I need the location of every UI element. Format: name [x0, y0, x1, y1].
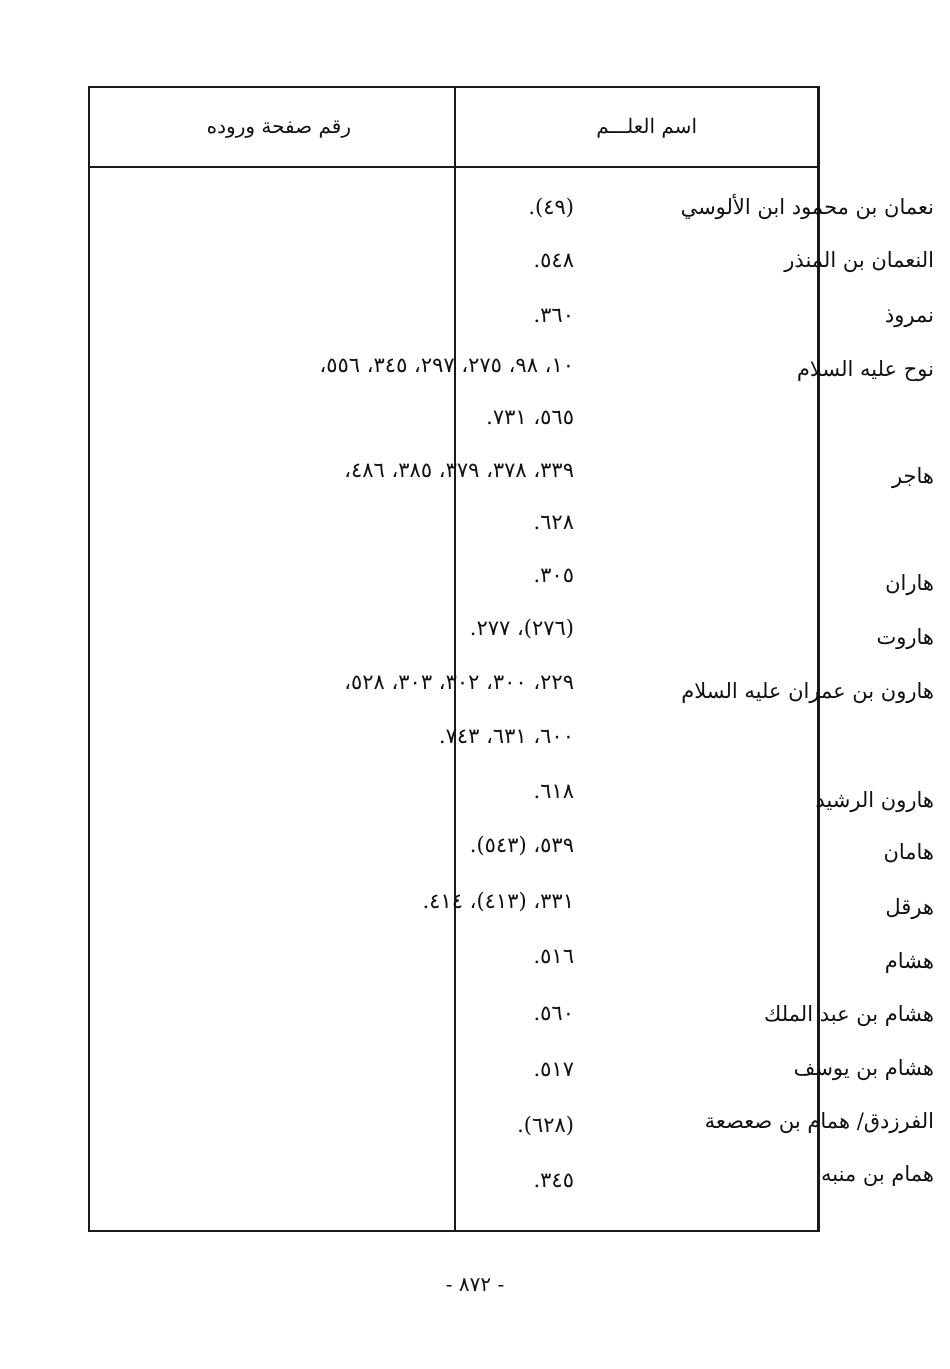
page-refs: ٣٣١، (٤١٣)، ٤١٤. [422, 889, 574, 913]
page-refs: ٣٣٩، ٣٧٨، ٣٧٩، ٣٨٥، ٤٨٦، [344, 458, 574, 482]
page-refs: (٦٢٨). [517, 1113, 574, 1137]
name-entry: هاروت [876, 625, 934, 649]
header-divider [90, 166, 817, 168]
name-entry: همام بن منبه [821, 1162, 934, 1186]
page-refs: ٣٤٥. [533, 1168, 574, 1192]
name-entry: هارون الرشيد [815, 788, 934, 812]
name-entry: النعمان بن المنذر [784, 248, 934, 272]
header-pages-column: رقم صفحة وروده [206, 114, 351, 138]
page-refs: ٥٣٩، (٥٤٣). [469, 833, 574, 857]
page-refs: ٦١٨. [533, 779, 574, 803]
name-entry: هاجر [891, 464, 934, 488]
name-entry: هشام بن يوسف [793, 1056, 934, 1080]
name-entry: هشام [884, 949, 934, 973]
page-refs: (٤٩). [528, 195, 574, 219]
page-refs: ٦٢٨. [533, 510, 574, 534]
page-refs: ٥٦٠. [533, 1001, 574, 1025]
header-name-column: اسم العلـــم [596, 114, 697, 138]
name-entry: الفرزدق/ همام بن صعصعة [704, 1109, 934, 1133]
page-refs: ٦٠٠، ٦٣١، ٧٤٣. [438, 724, 574, 748]
name-entry: نوح عليه السلام [796, 357, 934, 381]
name-entry: هشام بن عبد الملك [764, 1002, 934, 1026]
page-refs: ٣٦٠. [533, 303, 574, 327]
name-entry: نعمان بن محمود ابن الألوسي [680, 195, 934, 219]
name-entry: هارون بن عمران عليه السلام [681, 679, 934, 703]
page-refs: ٣٠٥. [533, 563, 574, 587]
page-refs: ٥١٧. [533, 1057, 574, 1081]
name-entry: هاران [885, 571, 934, 595]
name-entry: هرقل [885, 895, 934, 919]
page-refs: ١٠، ٩٨، ٢٧٥، ٢٩٧، ٣٤٥، ٥٥٦، [319, 353, 574, 377]
page-refs: ٥١٦. [533, 944, 574, 968]
column-divider [454, 88, 456, 1230]
page-number: - ٨٧٢ - [445, 1272, 505, 1296]
name-entry: نمروذ [884, 303, 934, 327]
page-refs: ٢٢٩، ٣٠٠، ٣٠٢، ٣٠٣، ٥٢٨، [344, 670, 574, 694]
page-refs: (٢٧٦)، ٢٧٧. [469, 616, 574, 640]
page-refs: ٥٦٥، ٧٣١. [486, 405, 574, 429]
index-table [88, 86, 820, 1232]
page-refs: ٥٤٨. [533, 248, 574, 272]
name-entry: هامان [883, 840, 934, 864]
